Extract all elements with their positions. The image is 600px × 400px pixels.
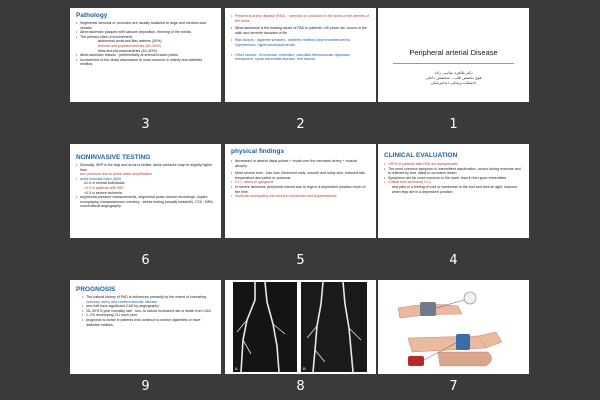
bullet: • Peripheral artery disease (PAD), : stenosis or occlusion in the aorta or the arteries of the limbs.: [231, 14, 370, 23]
slide-number: 2: [296, 117, 305, 132]
bullet: • 1–2% developing CLI each year: [82, 313, 215, 318]
slide-number: 9: [141, 379, 150, 394]
slide-number: 8: [296, 379, 305, 394]
slide-title: Peripheral arterial Disease: [409, 48, 498, 57]
slide-number: 7: [449, 379, 458, 394]
bullet: • The primary sites of involvement:: [76, 35, 215, 40]
slide-thumbnail-abi-measurement[interactable]: [378, 280, 529, 374]
bullet: • prognosis is worse in patients who continue to smoke cigarettes or have diabetes mellitus.: [82, 318, 215, 327]
bullet: • ankle:brachial index (ABI): [76, 177, 215, 182]
abi-illustration: [378, 280, 529, 374]
slide-thumbnail-pathology[interactable]: [70, 8, 221, 102]
bullet: • <50% of patients with PAD are symptomatic: [384, 162, 523, 167]
svg-text:A: A: [235, 366, 238, 371]
text-line: coronary artery and cerebrovascular disease: [86, 299, 158, 304]
bullet: • Atherosclerosis is the leading cause of PAD in patients >40 years old. occurs in the sixth and seventh decades of life: [231, 26, 370, 35]
sub-item: <0.5 in severe ischemia: [84, 190, 122, 195]
slide-thumbnail-title[interactable]: [378, 8, 529, 102]
bullet: • Normally, SBP in the legs and arms is similar. ankle pressure may be slightly higher than: [76, 163, 215, 172]
bullet: • The most common symptom is intermittent claudication ,occurs during exercise and is relieved by rest. distal to occlusive lesion: [384, 167, 523, 176]
slide-body: [76, 163, 215, 209]
angiography-image: [225, 280, 376, 374]
slide-title: physical findings: [231, 148, 285, 155]
slide-body: [76, 21, 215, 67]
bullet: • 15–30% 5-year mortality rate , two- to sixfold increased risk of death from CAD: [82, 309, 215, 314]
slide-body: [82, 295, 215, 327]
bullet: • Segmental stenosis or occlusion are usually localized to large and medium-size vessels: [76, 21, 215, 30]
bullet: • Atherosclerotic lesions : preferentially at arterial branch points: [76, 53, 215, 58]
bullet: • Critical limb ischemia( CLI): [384, 180, 523, 185]
sub-item: femoral and popliteal arteries (80–90%): [98, 43, 161, 48]
bullet: • Risk factors : cigarette smokers , diabetes mellitus,hypercholesterolemia, hypertension, hyperhomocysteinemia.: [231, 38, 370, 47]
bullet: • The natural history of PAD is influenced primarily by the extent of coexisting: [82, 295, 215, 300]
slide-body: [384, 162, 523, 194]
slide-number: 1: [449, 117, 458, 132]
text-line: arm pressure due to pulse-wave amplification: [80, 172, 153, 177]
slide-number: 4: [449, 253, 458, 268]
slide-thumbnail-clinical-evaluation[interactable]: [378, 144, 529, 238]
slide-title: PROGNOSIS: [76, 286, 116, 293]
slide-number: 5: [296, 253, 305, 268]
sub-item: abdominal aorta and iliac arteries (30%): [98, 39, 162, 44]
bullet: • Other causes : thrombosis, embolism, vasculitis,fibromuscular dysplasia, entrapment, cystic adventitial disease, and trauma.: [231, 53, 370, 62]
bullet: • Atherosclerotic plaques with calcium deposition, thinning of the media,: [76, 30, 215, 35]
bullet: • decreased or absent distal pulses + bruits over the narrowed artery + muscle atrophy: [231, 159, 370, 168]
slide-subtitle: فوق تخصص قلب – متخصص داخلی: [425, 75, 482, 80]
svg-text:B: B: [303, 366, 306, 371]
sub-item: ≥1.0 in normal individuals: [84, 181, 125, 186]
slide-body: [231, 14, 370, 62]
slide-subtitle: دانشکده پزشکی دندانپزشکی: [430, 80, 477, 85]
slide-title: NONINVASIVE TESTING: [76, 154, 151, 161]
divider: [393, 63, 514, 64]
slide-title: CLINICAL EVALUATION: [384, 152, 458, 159]
bullet: • segmental pressure measurements, segmental pulse volume recordings, duplex sonography, transcutaneous oximetry , stress testing (usually treadmill), CTA , MRA , conventional angiography: [76, 195, 215, 209]
bullet: • CLI : ulcers or gangrene: [231, 180, 370, 185]
slide-number: 3: [141, 117, 150, 132]
slide-number: 6: [141, 253, 150, 268]
slide-thumbnail-angiography[interactable]: [225, 280, 376, 374]
sub-item: tibial and peroneal arteries (40–50%): [98, 48, 157, 53]
sub-item: <0.9 in patients with PAD: [84, 185, 124, 190]
bullet: • More severe form : hair loss, thickened nails, smooth and shiny skin, reduced skin temperature,and pallor or cyanosis: [231, 171, 370, 180]
bullet: • Ischemic neuropathy can result in numbness and hyperesthesia: [231, 194, 370, 199]
slide-thumbnail-noninvasive-testing[interactable]: [70, 144, 221, 238]
slide-thumbnail-physical-findings[interactable]: [225, 144, 376, 238]
sub-item: rest pain or a feeling of cold or numbness in the foot and toes at night, improve when legs are in a dependent position: [392, 184, 518, 194]
bullet: • Symptoms are far more common in the lower than in the upper extremities: [384, 176, 523, 181]
bullet: • one-half have significant CAD by angiography: [82, 304, 215, 309]
slide-thumbnail-pad-intro[interactable]: [225, 8, 376, 102]
slide-subtitle: دکتر طاهره عباسی زاده: [434, 70, 473, 75]
slide-body: [231, 159, 370, 199]
bullet: • Involvement of the distal vasculature is most common in elderly and diabetes mellitus.: [76, 58, 215, 67]
slide-title: Pathology: [76, 12, 108, 19]
bullet: • In severe ischemia: peripheral edema due to legs in a dependent position much of the time.: [231, 185, 370, 194]
slide-thumbnail-prognosis[interactable]: [70, 280, 221, 374]
